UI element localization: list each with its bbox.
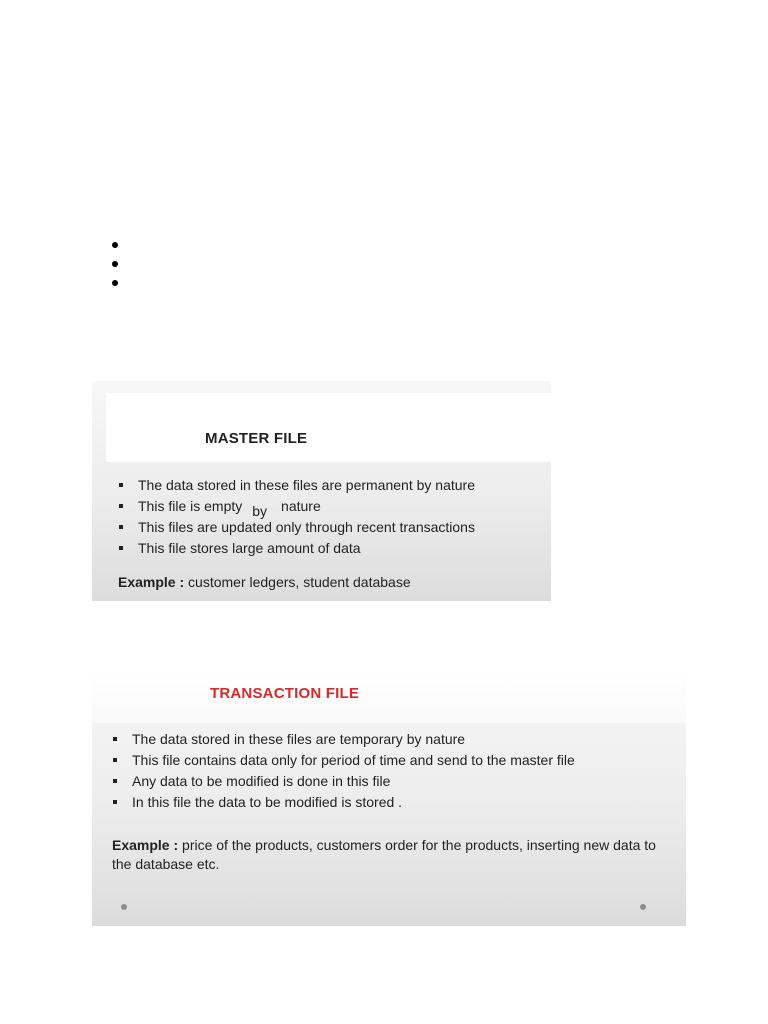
slide-dot-right — [640, 904, 646, 910]
list-item: In this file the data to be modified is stored . — [112, 792, 575, 813]
list-item: The data stored in these files are temporary by nature — [112, 729, 575, 750]
list-item: This file contains data only for period of time and send to the master file — [112, 750, 575, 771]
list-item: This files are updated only through recent transactions — [118, 517, 475, 538]
title-band — [92, 671, 686, 723]
example-value: customer ledgers, student database — [184, 574, 411, 590]
list-item — [118, 496, 475, 517]
master-points-list — [118, 475, 475, 559]
point-tail-text: nature — [281, 498, 321, 514]
slide-title: TRANSACTION FILE — [210, 685, 360, 702]
slide-title: MASTER FILE — [205, 430, 308, 447]
point-text: This file is empty — [138, 498, 243, 514]
transaction-points-list — [112, 729, 575, 813]
example-text — [112, 836, 672, 874]
title-band — [106, 393, 551, 462]
point-by-text: by — [252, 503, 268, 519]
list-item: The data stored in these files are permanent by nature — [118, 475, 475, 496]
example-text — [118, 573, 538, 592]
list-item: Any data to be modified is done in this file — [112, 771, 575, 792]
transaction-file-slide-image — [92, 671, 686, 926]
slide-dot-left — [121, 904, 127, 910]
master-file-slide-image — [92, 381, 551, 601]
list-item: This file stores large amount of data — [118, 538, 475, 559]
example-label: Example : — [118, 574, 185, 590]
example-label: Example : — [112, 837, 179, 853]
example-value: price of the products, customers order for the products, inserting new data to the database etc. — [112, 837, 656, 872]
